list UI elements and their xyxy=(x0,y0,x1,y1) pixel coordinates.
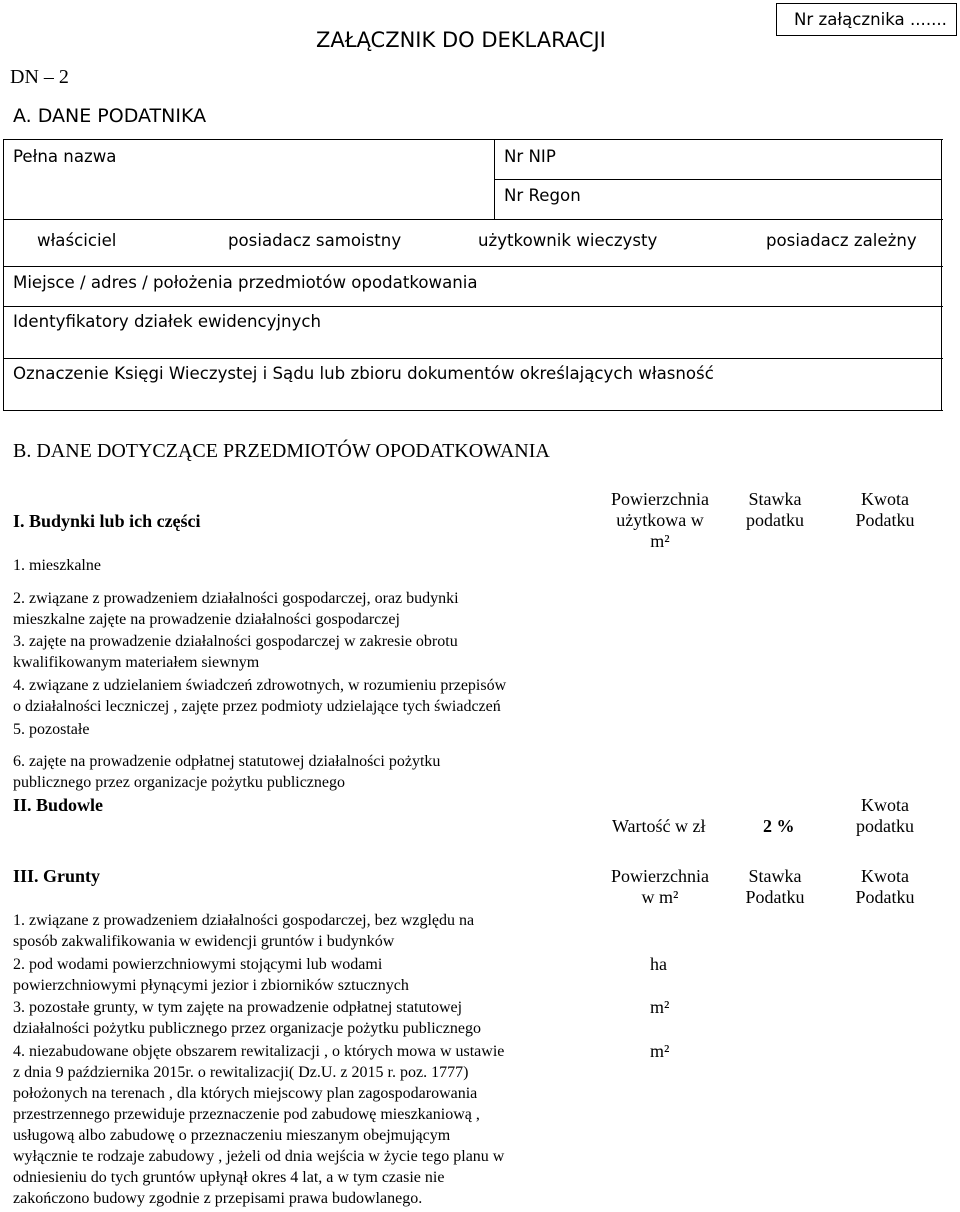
attachment-number-box[interactable] xyxy=(776,3,957,36)
option-owner[interactable]: właściciel xyxy=(37,231,117,250)
land-col-area: Powierzchnia w m² xyxy=(611,866,709,907)
nip-field[interactable]: Nr NIP xyxy=(504,147,556,166)
structures-rate: 2 % xyxy=(763,816,795,836)
parcel-ids-field[interactable]: Identyfikatory działek ewidencyjnych xyxy=(13,312,322,331)
land-register-field[interactable]: Oznaczenie Księgi Wieczystej i Sądu lub zbioru dokumentów określających własność xyxy=(13,364,714,383)
option-perpetual-user[interactable]: użytkownik wieczysty xyxy=(478,231,658,250)
building-item-5[interactable]: 5. pozostałe xyxy=(13,721,90,738)
col-usable-area: Powierzchnia użytkowa w m² xyxy=(611,489,709,551)
col-tax-rate: Stawka podatku xyxy=(746,489,804,530)
building-item-2[interactable]: 2. związane z prowadzeniem działalności gospodarczej, oraz budynki mieszkalne zajęte na prowadzenie działalności gospodarczej xyxy=(13,590,459,628)
land-item-2[interactable]: 2. pod wodami powierzchniowymi stojącymi lub wodami powierzchniowymi płynącymi jezior i zbiorników sztucznych xyxy=(13,956,409,994)
section-a-title: A. DANE PODATNIKA xyxy=(13,105,207,127)
land-item-2-unit: ha xyxy=(650,954,667,974)
land-col-tax-rate: Stawka Podatku xyxy=(745,866,805,907)
full-name-field[interactable]: Pełna nazwa xyxy=(13,147,117,166)
structures-col-tax-amount: Kwota podatku xyxy=(856,795,914,836)
option-dependent-holder[interactable]: posiadacz zależny xyxy=(766,231,917,250)
building-item-4[interactable]: 4. związane z udzielaniem świadczeń zdrowotnych, w rozumieniu przepisów o działalności leczniczej , zajęte przez podmioty udzielające tych świadczeń xyxy=(13,677,507,715)
land-col-tax-amount: Kwota Podatku xyxy=(855,866,915,907)
col-tax-amount: Kwota Podatku xyxy=(855,489,915,530)
form-code: DN – 2 xyxy=(10,66,69,88)
col-value-pln: Wartość w zł xyxy=(612,816,706,836)
land-item-4-unit: m² xyxy=(650,1041,670,1061)
address-field[interactable]: Miejsce / adres / położenia przedmiotów opodatkowania xyxy=(13,273,478,292)
attachment-number-label: Nr załącznika ....... xyxy=(794,10,947,29)
land-title: III. Grunty xyxy=(13,866,101,886)
land-item-3-unit: m² xyxy=(650,997,670,1017)
section-b-title: B. DANE DOTYCZĄCE PRZEDMIOTÓW OPODATKOWANIA xyxy=(13,440,550,462)
structures-title: II. Budowle xyxy=(13,795,104,815)
building-item-1[interactable]: 1. mieszkalne xyxy=(13,557,101,574)
land-item-1[interactable]: 1. związane z prowadzeniem działalności gospodarczej, bez względu na sposób zakwalifikowania w ewidencji gruntów i budynków xyxy=(13,912,475,950)
option-independent-holder[interactable]: posiadacz samoistny xyxy=(228,231,402,250)
building-item-6[interactable]: 6. zajęte na prowadzenie odpłatnej statutowej działalności pożytku publicznego przez organizacje pożytku publicznego xyxy=(13,753,441,791)
building-item-3[interactable]: 3. zajęte na prowadzenie działalności gospodarczej w zakresie obrotu kwalifikowanym materiałem siewnym xyxy=(13,633,458,671)
land-item-4[interactable]: 4. niezabudowane objęte obszarem rewitalizacji , o których mowa w ustawie z dnia 9 października 2015r. o rewitalizacji( Dz.U. z 2015 r. poz. 1777) położonych na terenach , dla których miejscowy plan zagospodarowania przestrzennego przewiduje przeznaczenie pod zabudowę mieszkaniową , usługową albo zabudowę o przeznaczeniu mieszanym obejmującym wyłącznie te rodzaje zabudowy , jeżeli od dnia wejścia w życie tego planu w odniesieniu do tych gruntów upłynął okres 4 lat, a w tym czasie nie zakończono budowy zgodnie z przepisami prawa budowlanego. xyxy=(13,1043,505,1207)
land-item-3[interactable]: 3. pozostałe grunty, w tym zajęte na prowadzenie odpłatnej statutowej działalności pożytku publicznego przez organizacje pożytku publicznego xyxy=(13,999,481,1037)
regon-field[interactable]: Nr Regon xyxy=(504,186,581,205)
buildings-title: I. Budynki lub ich części xyxy=(13,511,201,531)
page-title: ZAŁĄCZNIK DO DEKLARACJI xyxy=(316,28,606,52)
